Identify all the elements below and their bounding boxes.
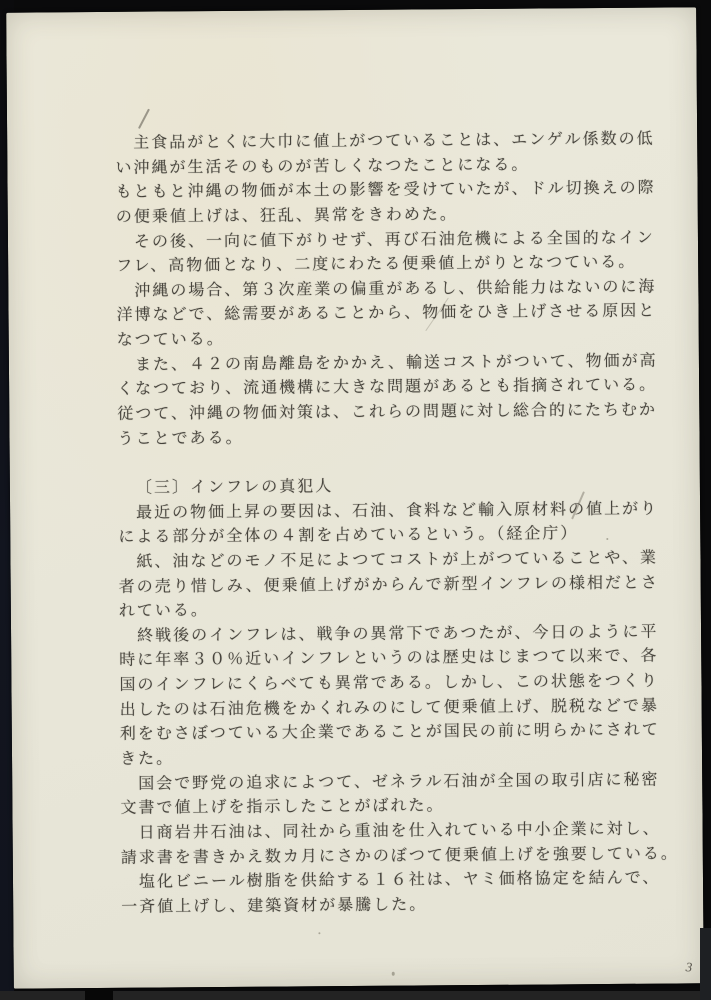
text-line: 従つて、沖縄の物価対策は、これらの問題に対し総合的にたちむか xyxy=(117,401,658,423)
text-line: 利をむさぼつている大企業であることが国民の前に明らかにされて xyxy=(119,721,660,744)
text-line: 洋博などで、総需要があることから、物価をひき上げさせる原因と xyxy=(116,303,657,325)
text-line: 国のインフレにくらべても異常である。しかし、この状態をつくり xyxy=(119,672,659,694)
text-line: 請求書を書きかえ数カ月にさかのぼつて便乗値上げを強要している。 xyxy=(120,845,679,867)
document-page xyxy=(6,7,704,988)
text-line: い沖縄が生活そのものが苦しくなつたことになる。 xyxy=(115,156,530,177)
document-body xyxy=(115,127,681,920)
scratch-mark xyxy=(138,109,150,129)
text-line: また、４２の南島離島をかかえ、輸送コストがついて、物価が高 xyxy=(134,352,658,374)
text-line: うことである。 xyxy=(117,429,244,448)
text-line: れている。 xyxy=(118,602,209,621)
ink-speck xyxy=(392,972,395,976)
text-line: 塩化ビニール樹脂を供給する１６社は、ヤミ価格協定を結んで、 xyxy=(138,869,661,891)
text-line: もともと沖縄の物価が本土の影響を受けていたが、ドル切換えの際 xyxy=(115,179,656,202)
text-line: の便乗値上げは、狂乱、異常をきわめた。 xyxy=(115,206,458,226)
text-line: フレ、高物価となり、二度にわたる便乗値上がりとなつている。 xyxy=(116,253,637,276)
text-line: なつている。 xyxy=(116,331,225,349)
text-line: 文書で値上げを指示したことがばれた。 xyxy=(120,797,445,818)
text-line: 出したのは石油危機をかくれみのにして便乗値上げ、脱税などで暴 xyxy=(119,697,660,719)
text-line: その後、一向に値下がりせず、再び石油危機による全国的なイン xyxy=(133,229,655,251)
text-line: 時に年率３０％近いインフレというのは歴史はじまつて以来で、各 xyxy=(119,648,659,670)
text-line: 国会で野党の追求によつて、ゼネラル石油が全国の取引店に秘密 xyxy=(138,771,660,793)
text-line: 沖縄の場合、第３次産業の偏重があるし、供給能力はないのに海 xyxy=(134,278,657,300)
section-heading: 〔三〕インフレの真犯人 xyxy=(135,478,334,497)
text-line: 一斉値上げし、建築資材が暴騰した。 xyxy=(121,896,428,916)
scanner-background-notch xyxy=(85,990,113,1000)
text-line: 主食品がとくに大巾に値上がつていることは、エンゲル係数の低 xyxy=(133,130,655,152)
text-line: くなつており、流通機構に大きな問題があるとも指摘されている。 xyxy=(117,377,658,399)
text-line: 終戦後のインフレは、戦争の異常下であつたが、今日のように平 xyxy=(137,623,659,645)
text-line: 日商岩井石油は、同社から重油を仕入れている中小企業に対し、 xyxy=(138,820,661,842)
text-line: 紙、油などのモノ不足によつてコストが上がつていることや、業 xyxy=(136,549,659,571)
text-line: による部分が全体の４割を占めているという。（経企庁） xyxy=(118,525,579,547)
ink-speck xyxy=(318,932,320,934)
page-number: 3 xyxy=(685,959,693,975)
scanner-background-right-patch xyxy=(700,928,711,1000)
text-line: 最近の物価上昇の要因は、石油、食料など輸入原材料の値上がり xyxy=(136,500,659,522)
text-line: 者の売り惜しみ、便乗値上げがからんで新型インフレの様相だとさ xyxy=(118,574,660,596)
text-line: きた。 xyxy=(119,750,175,768)
